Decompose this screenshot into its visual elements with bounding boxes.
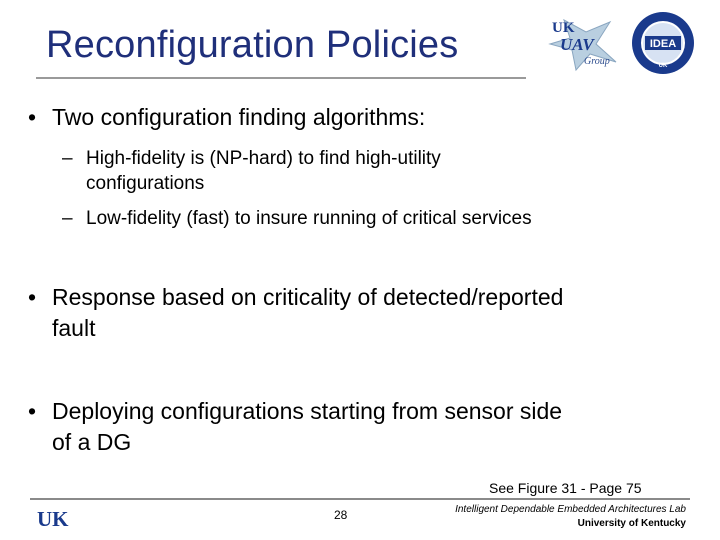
footer-divider (30, 498, 690, 500)
bullet-text-line2: fault (52, 315, 96, 341)
university-name: University of Kentucky (577, 518, 686, 529)
uav-logo-uav: UAV (560, 35, 594, 54)
bullet-text-line2: of a DG (52, 429, 132, 455)
sub-bullet-text-line2: configurations (86, 173, 205, 194)
uk-uav-group-logo (546, 14, 624, 72)
sub-bullet-text-line1: Low-fidelity (fast) to insure running of critical services (86, 208, 532, 229)
bullet-dot-icon: • (28, 104, 37, 130)
idea-lab-seal-logo (630, 10, 696, 76)
dash-icon: – (62, 148, 73, 169)
page-number: 28 (334, 508, 348, 522)
bullet-dot-icon: • (28, 284, 37, 310)
slide-title: Reconfiguration Policies (46, 24, 459, 66)
figure-reference: See Figure 31 - Page 75 (489, 480, 642, 496)
lab-name: Intelligent Dependable Embedded Architectures Lab (455, 504, 686, 515)
idea-logo-text: IDEA (649, 38, 677, 50)
idea-logo-uk: UK (658, 63, 668, 69)
title-divider (36, 77, 526, 79)
uk-footer-logo (36, 506, 78, 530)
uk-logo-text: UK (37, 507, 69, 530)
uav-logo-group: Group (584, 56, 610, 67)
bullet-text: Two configuration finding algorithms: (52, 104, 426, 130)
bullet-text-line1: Response based on criticality of detected/reported (52, 284, 564, 310)
bullet-dot-icon: • (28, 398, 37, 424)
uav-logo-uk: UK (552, 20, 575, 36)
sub-bullet-text-line1: High-fidelity is (NP-hard) to find high-utility (86, 148, 441, 169)
bullet-text-line1: Deploying configurations starting from sensor side (52, 398, 563, 424)
dash-icon: – (62, 208, 73, 229)
